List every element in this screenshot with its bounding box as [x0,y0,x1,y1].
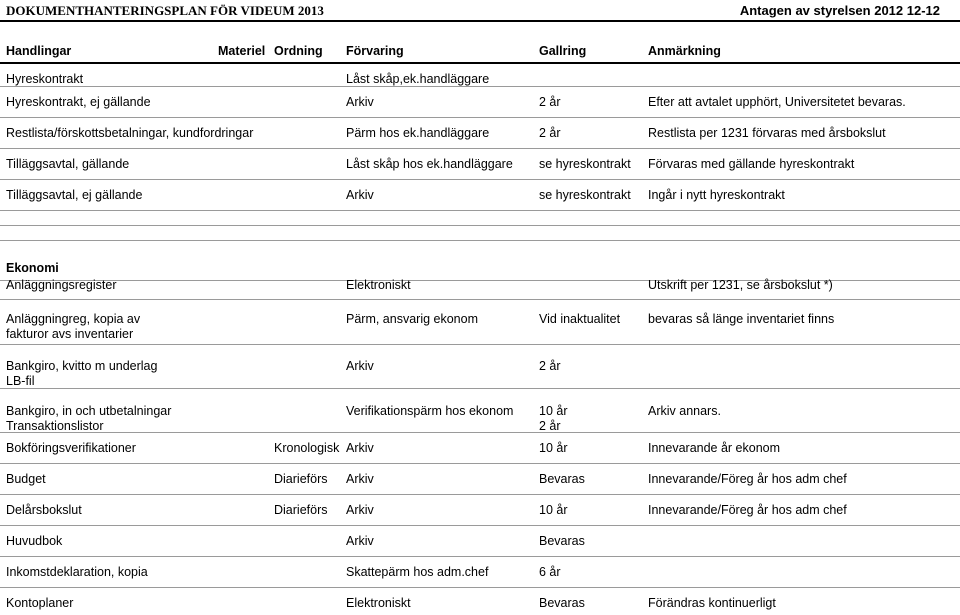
col-forvaring: Förvaring [346,44,404,58]
cell-anmarkning: Utskrift per 1231, se årsbokslut *) [648,278,833,292]
col-handlingar: Handlingar [6,44,72,58]
cell-handling: Delårsbokslut [6,503,82,517]
cell-handling: Tilläggsavtal, ej gällande [6,188,143,202]
table-row [0,526,960,557]
table-row [0,180,960,211]
cell-anmarkning: Innevarande/Föreg år hos adm chef [648,472,847,486]
col-anmarkning: Anmärkning [648,44,721,58]
cell-gallring: 2 år [539,359,561,373]
table-row [0,118,960,149]
cell-handling: Anläggningreg, kopia av [6,312,141,326]
cell-forvaring: Arkiv [346,441,374,455]
table-header-row [0,40,960,64]
cell-ordning: Kronologisk [274,441,340,455]
cell-gallring: 10 år [539,404,568,418]
table-row [0,557,960,588]
table-row [0,495,960,526]
cell-anmarkning: Ingår i nytt hyreskontrakt [648,188,785,202]
cell-handling: Tilläggsavtal, gällande [6,157,130,171]
cell-handling: Hyreskontrakt, ej gällande [6,95,151,109]
col-materiel: Materiel [218,44,266,58]
document-table [0,40,960,615]
table-row [0,588,960,615]
col-ordning: Ordning [274,44,323,58]
table-row [0,149,960,180]
empty-row [0,226,960,241]
cell-anmarkning: Arkiv annars. [648,404,721,418]
table-row [0,64,960,87]
cell-gallring: 2 år [539,95,561,109]
cell-anmarkning: Efter att avtalet upphört, Universitetet bevaras. [648,95,906,109]
table-row [0,345,960,389]
empty-row [0,211,960,226]
cell-forvaring: Arkiv [346,472,374,486]
document-header [0,0,960,22]
cell-forvaring: Verifikationspärm hos ekonom [346,404,514,418]
cell-ordning: Diarieförs [274,503,328,517]
cell-ordning: Diarieförs [274,472,328,486]
cell-handling: Hyreskontrakt [6,72,84,86]
cell-handling: Huvudbok [6,534,63,548]
cell-gallring: Vid inaktualitet [539,312,621,326]
cell-gallring: Bevaras [539,534,585,548]
table-row [0,87,960,118]
cell-forvaring: Arkiv [346,534,374,548]
col-gallring: Gallring [539,44,587,58]
header-rule [0,20,960,22]
cell-anmarkning: Förändras kontinuerligt [648,596,776,610]
cell-handling: Bokföringsverifikationer [6,441,136,455]
cell-forvaring: Låst skåp,ek.handläggare [346,72,490,86]
cell-forvaring: Skattepärm hos adm.chef [346,565,489,579]
cell-gallring: 2 år [539,126,561,140]
cell-anmarkning: bevaras så länge inventariet finns [648,312,835,326]
cell-gallring: se hyreskontrakt [539,157,631,171]
cell-handling: Restlista/förskottsbetalningar, kundfordringar [6,126,254,140]
cell-handling-line2: fakturor avs inventarier [6,327,134,341]
cell-handling: Inkomstdeklaration, kopia [6,565,148,579]
cell-handling: Bankgiro, kvitto m underlag [6,359,158,373]
section-title: Ekonomi [6,261,59,275]
document-title: DOKUMENTHANTERINGSPLAN FÖR VIDEUM 2013 [6,3,324,18]
table-row [0,464,960,495]
cell-forvaring: Elektroniskt [346,278,411,292]
adoption-note: Antagen av styrelsen 2012 12-12 [739,3,940,18]
cell-gallring: 6 år [539,565,561,579]
cell-forvaring: Pärm, ansvarig ekonom [346,312,479,326]
table-row [0,278,960,299]
cell-handling-line2: Transaktionslistor [6,419,104,433]
cell-gallring: 10 år [539,503,568,517]
cell-forvaring: Arkiv [346,188,374,202]
cell-forvaring: Arkiv [346,95,374,109]
cell-handling: Anläggningsregister [6,278,117,292]
table-row [0,389,960,433]
cell-forvaring: Pärm hos ek.handläggare [346,126,490,140]
cell-anmarkning: Innevarande år ekonom [648,441,781,455]
table-row [0,299,960,345]
cell-anmarkning: Innevarande/Föreg år hos adm chef [648,503,847,517]
cell-forvaring: Arkiv [346,359,374,373]
table-row [0,433,960,464]
cell-handling-line2: LB-fil [6,374,35,388]
cell-handling: Budget [6,472,46,486]
cell-forvaring: Arkiv [346,503,374,517]
cell-gallring: se hyreskontrakt [539,188,631,202]
section-ekonomi-row [0,241,960,281]
cell-handling: Bankgiro, in och utbetalningar [6,404,172,418]
cell-gallring: 10 år [539,441,568,455]
cell-gallring: Bevaras [539,472,585,486]
cell-anmarkning: Förvaras med gällande hyreskontrakt [648,157,855,171]
cell-gallring-line2: 2 år [539,419,561,433]
cell-forvaring: Elektroniskt [346,596,411,610]
cell-forvaring: Låst skåp hos ek.handläggare [346,157,513,171]
cell-anmarkning: Restlista per 1231 förvaras med årsbokslut [648,126,886,140]
cell-gallring: Bevaras [539,596,585,610]
cell-handling: Kontoplaner [6,596,74,610]
